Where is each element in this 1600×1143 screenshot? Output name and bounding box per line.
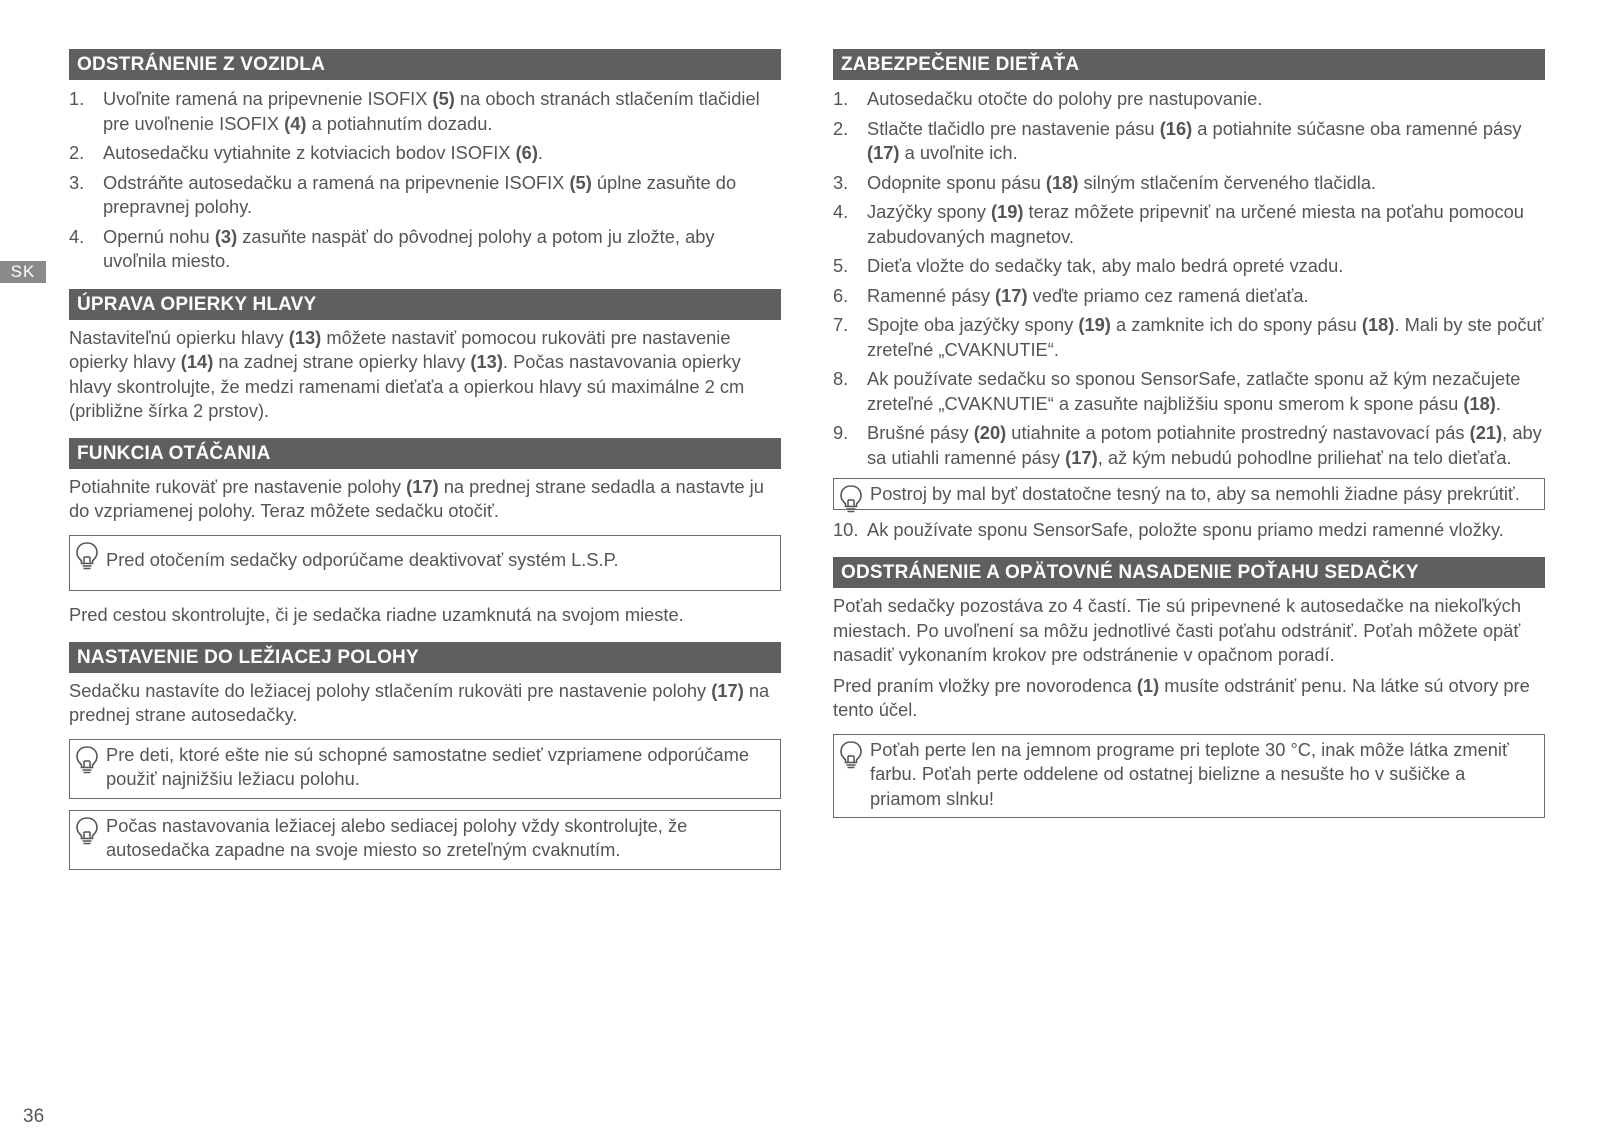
section-heading-removal: ODSTRÁNENIE Z VOZIDLA [69,49,781,80]
section-heading-securing: ZABEZPEČENIE DIEŤAŤA [833,49,1545,80]
headrest-paragraph: Nastaviteľnú opierku hlavy (13) môžete nastaviť pomocou rukoväti pre nastavenie opierky hlavy (14) na zadnej strane opierky hlavy (13). Počas nastavovania opierky hlavy skontrolujte, že medzi ramenami dieťaťa a opierkou hlavy sú maximálne 2 cm (približne šírka 2 prstov). [69,326,745,421]
recline-paragraph: Sedačku nastavíte do ležiacej polohy stlačením rukoväti pre nastavenie polohy (17) na prednej strane autosedačky. [69,679,770,725]
rotation-paragraph: Potiahnite rukoväť pre nastavenie polohy (17) na prednej strane sedadla a nastavte ju do vzpriamenej polohy. Teraz môžete sedačku otočiť. [69,475,764,521]
tip-box: Poťah perte len na jemnom programe pri teplote 30 °C, inak môže látka zmeniť farbu. Poťah perte oddelene od ostatnej bielizne a nesušte ho v sušičke a priamom slnku! [833,734,1545,819]
lightbulb-icon [838,740,864,770]
tip-box: Postroj by mal byť dostatočne tesný na to, aby sa nemohli žiadne pásy prekrútiť. [833,478,1545,510]
cover-paragraph: Poťah sedačky pozostáva zo 4 častí. Tie sú pripevnené k autosedačke na niekoľkých miestach. Po uvoľnení sa môžu jednotlivé časti poťahu odstrániť. Poťah môžete opäť nasadiť vykonaním krokov pre odstránenie v opačnom poradí. [833,595,1521,665]
left-column [69,49,781,870]
securing-steps-continued [833,518,1545,543]
page-number: 36 [23,1106,45,1127]
list-item: 9. Brušné pásy (20) utiahnite a potom potiahnite prostredný nastavovací pás (21), aby sa utiahli ramenné pásy (17), až kým nebudú pohodlne priliehať na telo dieťaťa. [833,422,1542,468]
list-item: 2. Stlačte tlačidlo pre nastavenie pásu (16) a potiahnite súčasne oba ramenné pásy (17) a uvoľnite ich. [833,117,1522,163]
section-heading-rotation: FUNKCIA OTÁČANIA [69,438,781,469]
list-item: 1. Uvoľnite ramená na pripevnenie ISOFIX (5) na oboch stranách stlačením tlačidiel pre uvoľnenie ISOFIX (4) a potiahnutím dozadu. [69,88,760,134]
rotation-after-paragraph: Pred cestou skontrolujte, či je sedačka riadne uzamknutá na svojom mieste. [69,604,684,625]
list-item: 3. Odstráňte autosedačku a ramená na pripevnenie ISOFIX (5) úplne zasuňte do prepravnej polohy. [69,171,737,217]
list-item: 6. Ramenné pásy (17) veďte priamo cez ramená dieťaťa. [833,284,1309,306]
securing-steps [833,87,1545,470]
list-item: 5. Dieťa vložte do sedačky tak, aby malo bedrá opreté vzadu. [833,255,1344,276]
lightbulb-icon [74,745,100,775]
right-column [833,49,1545,818]
list-item: 1. Autosedačku otočte do polohy pre nastupovanie. [833,88,1263,109]
section-heading-cover: ODSTRÁNENIE A OPÄTOVNÉ NASADENIE POŤAHU SEDAČKY [833,557,1545,588]
list-item: 4. Jazýčky spony (19) teraz môžete pripevniť na určené miesta na poťahu pomocou zabudovaných magnetov. [833,201,1524,247]
section-heading-recline: NASTAVENIE DO LEŽIACEJ POLOHY [69,642,781,673]
cover-paragraph-2: Pred praním vložky pre novorodenca (1) musíte odstrániť penu. Na látke sú otvory pre tento účel. [833,674,1530,720]
tip-box: Počas nastavovania ležiacej alebo sediacej polohy vždy skontrolujte, že autosedačka zapadne na svoje miesto so zreteľným cvaknutím. [69,810,781,870]
section-heading-headrest: ÚPRAVA OPIERKY HLAVY [69,289,781,320]
lightbulb-icon [838,484,864,514]
language-tab: SK [0,261,46,283]
list-item: 4. Opernú nohu (3) zasuňte naspäť do pôvodnej polohy a potom ju zložte, aby uvoľnila miesto. [69,225,715,271]
list-item: 8. Ak používate sedačku so sponou SensorSafe, zatlačte sponu až kým nezačujete zreteľné „CVAKNUTIE“ a zasuňte najbližšiu sponu smerom k spone pásu (18). [833,368,1521,414]
lightbulb-icon [74,541,100,571]
tip-box: Pred otočením sedačky odporúčame deaktivovať systém L.S.P. [69,535,781,592]
list-item: 7. Spojte oba jazýčky spony (19) a zamknite ich do spony pásu (18). Mali by ste počuť zreteľné „CVAKNUTIE“. [833,314,1544,360]
list-item: 2. Autosedačku vytiahnite z kotviacich bodov ISOFIX (6). [69,142,543,163]
tip-box: Pre deti, ktoré ešte nie sú schopné samostatne sedieť vzpriamene odporúčame použiť najnižšiu ležiacu polohu. [69,739,781,799]
removal-steps [69,87,781,274]
list-item: 10. Ak používate sponu SensorSafe, položte sponu priamo medzi ramenné vložky. [833,518,1504,540]
list-item: 3. Odopnite sponu pásu (18) silným stlačením červeného tlačidla. [833,171,1377,193]
lightbulb-icon [74,816,100,846]
